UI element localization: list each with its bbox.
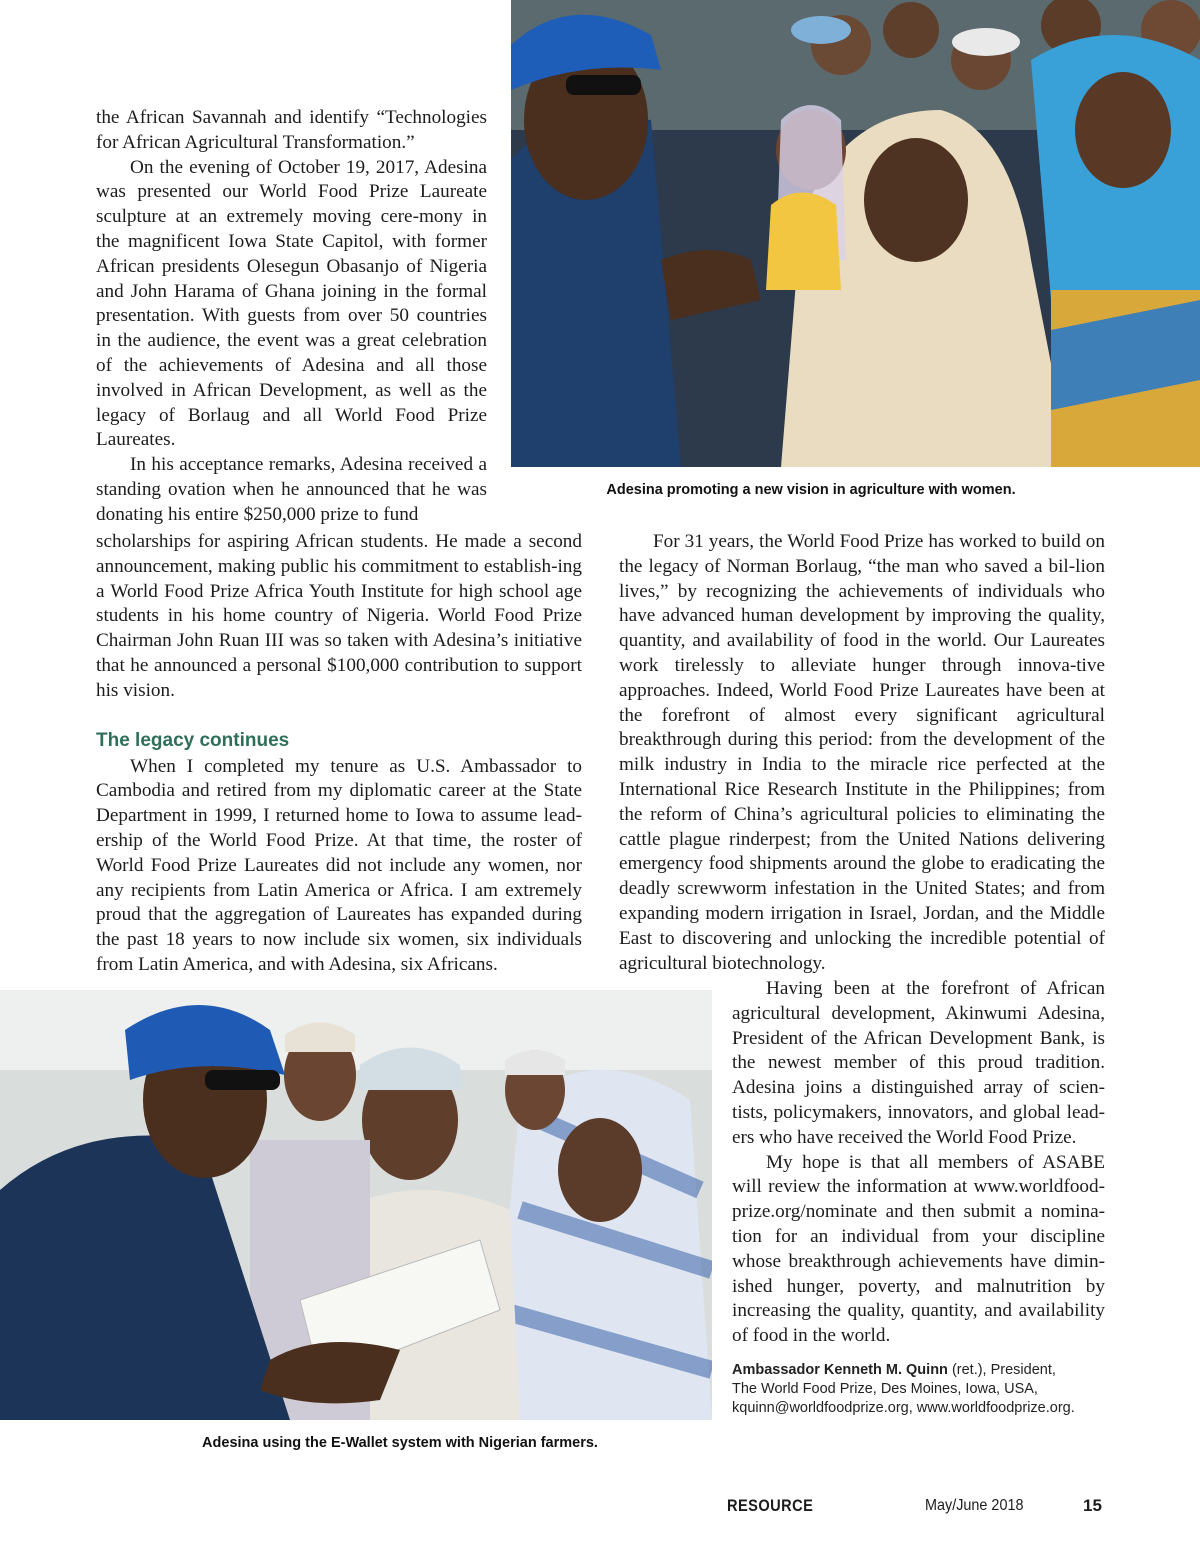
paragraph-tenure: When I completed my tenure as U.S. Ambassador to Cambodia and retired from my diplomatic career at the State Department in 1999, I returned home to Iowa to assume lead-ership of the World Food Prize. At that time, the roster of World Food Prize Laureates did not include any women, nor any recipients from Latin America or Africa. I am extremely proud that the aggregation of Laureates has expanded during the past 18 years to now include six women, six individuals from Latin America, and with Adesina, six Africans.: [96, 755, 582, 975]
footer-magazine-name: RESOURCE: [727, 1496, 814, 1515]
paragraph-legacy-borlaug: For 31 years, the World Food Prize has worked to build on the legacy of Norman Borlaug, “the man who saved a bil-lion lives,” by recognizing the achievements of individuals who have advanced human development by improving the quality, quantity, and availability of food in the world. Our Laureates work tirelessly to alleviate hunger through innova-tive approaches. Indeed, World Food Prize Laureates have been at the forefront of almost every significant agricultural breakthrough during this period: from the development of the milk industry in India to the miracle rice perfected at the International Rice Research Institute in the Philippines; from the reform of China’s agricultural policies to eliminating the cattle plague rinderpest; from the United Nations delivering emergency food shipments around the globe to eradicating the deadly screwworm infestation in the United States; and from expanding modern irrigation in Israel, Jordan, and the Middle East to discovering and unlocking the incredible potential of agricultural biotechnology.: [619, 531, 1105, 974]
photo-illustration-2: [0, 990, 712, 1420]
paragraph-acceptance-part2: scholarships for aspiring African students. He made a second announcement, making public his commitment to establish-ing a World Food Prize Africa Youth Institute for high school age students in his home country of Nigeria. World Food Prize Chairman John Ruan III was so taken with Adesina’s initiative that he announced a personal $100,000 contribution to support his vision.: [96, 531, 582, 701]
signature-line-2: The World Food Prize, Des Moines, Iowa, USA,: [732, 1380, 1038, 1397]
author-title: (ret.), President,: [951, 1361, 1056, 1378]
column-2: [619, 530, 1105, 976]
paragraph-nomination-hope: My hope is that all members of ASABE will review the information at www.worldfood-prize.org/nominate and then submit a nomina-tion for an individual from your discipline whose breakthrough achievements have dimin-ished hunger, poverty, and malnutrition by increasing the quality, quantity, and availability of food in the world.: [732, 1151, 1105, 1347]
caption-bottom-photo: Adesina using the E-Wallet system with Nigerian farmers.: [202, 1435, 598, 1451]
photo-adesina-with-women: [511, 0, 1200, 467]
column-3: [732, 977, 1105, 1418]
footer-issue-date: May/June 2018: [925, 1497, 1024, 1514]
paragraph-ceremony: On the evening of October 19, 2017, Adesina was presented our World Food Prize Laureate sculpture at an extremely moving cere-mony in the magnificent Iowa State Capitol, with former African presidents Olesegun Obasanjo of Nigeria and John Harama of Ghana joining in the formal presentation. With guests from over 50 countries in the audience, the event was a great celebration of the achievements of Adesina and all those involved in African Development, as well as the legacy of Borlaug and all World Food Prize Laureates.: [96, 156, 487, 451]
footer-page-number: 15: [1083, 1496, 1102, 1515]
caption-top-photo: Adesina promoting a new vision in agriculture with women.: [606, 482, 1016, 498]
signature-line-3: kquinn@worldfoodprize.org, www.worldfoodprize.org.: [732, 1399, 1075, 1416]
photo-illustration: [511, 0, 1200, 467]
column-1-lower: [96, 530, 582, 978]
paragraph-newest-member: Having been at the forefront of African agricultural development, Akinwumi Adesina, President of the African Development Bank, is the newest member of this proud tradition. Adesina joins a distinguished array of scien-tists, policymakers, innovators, and global lead-ers who have received the World Food Prize.: [732, 978, 1105, 1148]
photo-adesina-e-wallet: [0, 990, 712, 1420]
subhead-legacy-continues: The legacy continues: [96, 729, 290, 751]
paragraph-acceptance-part1: In his acceptance remarks, Adesina received a standing ovation when he announced that he was donating his entire $250,000 prize to fund: [96, 454, 487, 525]
column-1-upper: [96, 106, 487, 528]
signature-line-1: [732, 1361, 1105, 1380]
author-signature: [732, 1361, 1105, 1418]
paragraph-intro-continued: the African Savannah and identify “Technologies for African Agricultural Transformation.”: [96, 107, 487, 153]
author-name: Ambassador Kenneth M. Quinn: [732, 1361, 948, 1378]
